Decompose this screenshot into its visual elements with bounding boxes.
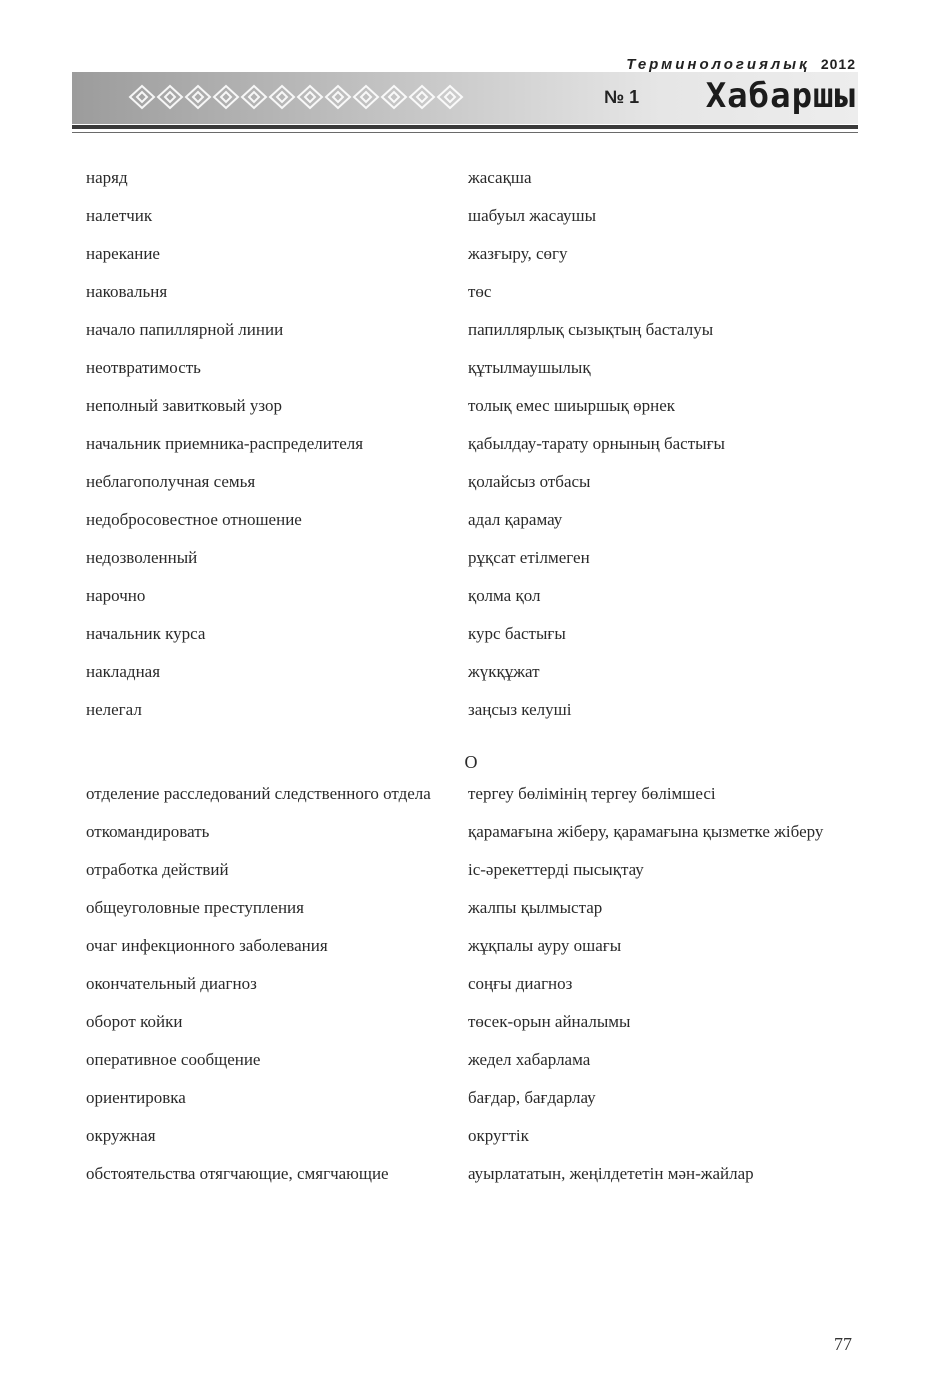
term-kazakh: жүкқұжат	[468, 662, 540, 681]
term-russian: наковальня	[86, 282, 168, 301]
term-russian: начальник курса	[86, 624, 206, 643]
header-rule-thin	[72, 132, 858, 133]
term-kazakh: жұқпалы ауру ошағы	[468, 936, 622, 955]
term-russian: наряд	[86, 168, 128, 187]
glossary-row	[86, 166, 856, 190]
term-kazakh: төс	[468, 282, 492, 301]
term-kazakh: төсек-орын айналымы	[468, 1012, 631, 1031]
term-kazakh: жалпы қылмыстар	[468, 898, 603, 917]
glossary-row	[86, 508, 856, 532]
glossary-row	[86, 394, 856, 418]
year: 2012	[820, 56, 856, 72]
glossary-row	[86, 242, 856, 266]
term-kazakh: қабылдау-тарату орнының бастығы	[468, 434, 725, 453]
term-kazakh: қарамағына жіберу, қарамағына қызметке жіберу	[468, 822, 824, 841]
term-russian: оборот койки	[86, 1012, 183, 1031]
term-russian: неполный завитковый узор	[86, 396, 282, 415]
journal-header	[0, 0, 948, 150]
issue-number: № 1	[604, 87, 640, 107]
term-russian: отработка действий	[86, 860, 229, 879]
term-kazakh: тергеу бөлімінің тергеу бөлімшесі	[468, 784, 716, 803]
term-russian: недобросовестное отношение	[86, 510, 302, 529]
journal-title: Хабаршы	[705, 76, 856, 116]
glossary-row	[86, 1048, 856, 1072]
term-kazakh: соңғы диагноз	[468, 974, 573, 993]
series-name: Терминологиялық	[626, 56, 810, 73]
glossary-row	[86, 584, 856, 608]
term-kazakh: жазғыру, сөгу	[468, 244, 568, 263]
term-russian: недозволенный	[86, 548, 198, 567]
glossary-row	[86, 318, 856, 342]
term-russian: очаг инфекционного заболевания	[86, 936, 328, 955]
page-number: 77	[834, 1334, 852, 1354]
term-kazakh: жасақша	[468, 168, 532, 187]
term-kazakh: құтылмаушылық	[468, 358, 591, 377]
term-russian: налетчик	[86, 206, 153, 225]
glossary-row	[86, 1010, 856, 1034]
header-rule	[72, 125, 858, 129]
glossary-row	[86, 546, 856, 570]
glossary-row	[86, 356, 856, 380]
glossary	[86, 166, 856, 1200]
term-russian: нелегал	[86, 700, 142, 719]
glossary-row	[86, 470, 856, 494]
glossary-row	[86, 972, 856, 996]
term-russian: оперативное сообщение	[86, 1050, 261, 1069]
glossary-row	[86, 698, 856, 722]
glossary-row	[86, 934, 856, 958]
term-kazakh: іс-әрекеттерді пысықтау	[468, 860, 644, 879]
term-russian: обстоятельства отягчающие, смягчающие	[86, 1164, 389, 1183]
term-kazakh: жедел хабарлама	[468, 1050, 591, 1069]
term-kazakh: курс бастығы	[468, 624, 566, 643]
glossary-row	[86, 896, 856, 920]
term-kazakh: округтік	[468, 1126, 529, 1145]
term-russian: нарочно	[86, 586, 146, 605]
section-letter: О	[464, 752, 478, 772]
term-kazakh: рұқсат етілмеген	[468, 548, 590, 567]
term-russian: окончательный диагноз	[86, 974, 257, 993]
glossary-row	[86, 1124, 856, 1148]
term-russian: общеуголовные преступления	[86, 898, 304, 917]
term-kazakh: бағдар, бағдарлау	[468, 1088, 596, 1107]
term-russian: ориентировка	[86, 1088, 186, 1107]
ornament-pattern	[128, 82, 478, 112]
series-title	[626, 56, 856, 73]
term-kazakh: папиллярлық сызықтың басталуы	[468, 320, 714, 339]
term-russian: неотвратимость	[86, 358, 201, 377]
term-russian: начальник приемника-распределителя	[86, 434, 364, 453]
glossary-row	[86, 660, 856, 684]
term-kazakh: шабуыл жасаушы	[468, 206, 597, 225]
glossary-row	[86, 858, 856, 882]
glossary-row	[86, 1086, 856, 1110]
term-russian: накладная	[86, 662, 161, 681]
term-russian: начало папиллярной линии	[86, 320, 284, 339]
glossary-row	[86, 432, 856, 456]
term-kazakh: ауырлататын, жеңілдететін мән-жайлар	[468, 1164, 754, 1183]
term-kazakh: адал қарамау	[468, 510, 563, 529]
term-kazakh: толық емес шиыршық өрнек	[468, 396, 675, 415]
glossary-row	[86, 204, 856, 228]
term-kazakh: қолайсыз отбасы	[468, 472, 591, 491]
glossary-row	[86, 280, 856, 304]
term-russian: неблагополучная семья	[86, 472, 256, 491]
glossary-row	[86, 622, 856, 646]
term-russian: откомандировать	[86, 822, 210, 841]
glossary-row	[86, 1162, 856, 1186]
term-kazakh: қолма қол	[468, 586, 541, 605]
term-russian: отделение расследований следственного отдела	[86, 784, 431, 803]
glossary-row	[86, 820, 856, 844]
term-kazakh: заңсыз келуші	[468, 700, 572, 719]
term-russian: окружная	[86, 1126, 156, 1145]
term-russian: нарекание	[86, 244, 160, 263]
glossary-row	[86, 782, 856, 806]
